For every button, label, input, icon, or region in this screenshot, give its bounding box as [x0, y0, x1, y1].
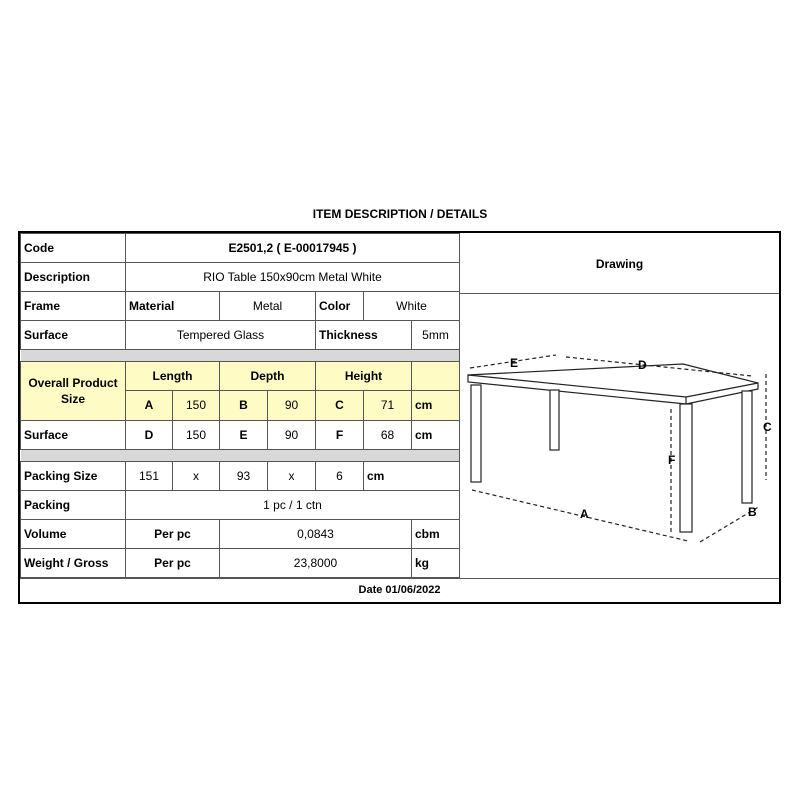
weight-per: Per pc	[126, 548, 220, 577]
page-title: ITEM DESCRIPTION / DETAILS	[312, 207, 488, 221]
volume-row	[21, 519, 460, 548]
dim-label-d: D	[638, 358, 647, 372]
overall-size-header-row	[21, 362, 460, 391]
description-label: Description	[21, 263, 126, 292]
description-row	[21, 263, 460, 292]
volume-value: 0,0843	[220, 519, 412, 548]
surface-size-row	[21, 420, 460, 449]
depth-header: Depth	[220, 362, 316, 391]
separator	[21, 449, 460, 461]
b-value: 90	[268, 391, 316, 420]
item-details-sheet	[18, 231, 781, 604]
volume-unit: cbm	[412, 519, 460, 548]
color-value: White	[364, 292, 460, 321]
description-value: RIO Table 150x90cm Metal White	[126, 263, 460, 292]
overall-size-label: Overall Product Size	[21, 362, 126, 420]
code-value: E2501,2 ( E-00017945 )	[126, 234, 460, 263]
drawing-panel	[459, 233, 779, 578]
table-drawing	[460, 294, 778, 576]
overall-unit: cm	[412, 391, 460, 420]
color-label: Color	[316, 292, 364, 321]
packing-size-row	[21, 461, 460, 490]
material-value: Metal	[220, 292, 316, 321]
packing-size-unit: cm	[364, 461, 460, 490]
a-letter: A	[126, 391, 173, 420]
surface-size-unit: cm	[412, 420, 460, 449]
tabletop-shape	[468, 364, 758, 404]
weight-unit: kg	[412, 548, 460, 577]
length-header: Length	[126, 362, 220, 391]
e-value: 90	[268, 420, 316, 449]
volume-label: Volume	[21, 519, 126, 548]
frame-label: Frame	[21, 292, 126, 321]
packing-width: 93	[220, 461, 268, 490]
leg-front-right	[680, 404, 692, 532]
weight-label: Weight / Gross	[21, 548, 126, 577]
height-header: Height	[316, 362, 412, 391]
dim-label-a: A	[580, 507, 589, 521]
packing-label: Packing	[21, 490, 126, 519]
weight-row	[21, 548, 460, 577]
leg-back-right	[742, 391, 752, 503]
dim-label-f: F	[668, 453, 676, 467]
e-letter: E	[220, 420, 268, 449]
weight-value: 23,8000	[220, 548, 412, 577]
c-value: 71	[364, 391, 412, 420]
code-label: Code	[21, 234, 126, 263]
drawing-title: Drawing	[460, 233, 779, 294]
d-letter: D	[126, 420, 173, 449]
f-value: 68	[364, 420, 412, 449]
separator	[21, 350, 460, 362]
surface-label: Surface	[21, 321, 126, 350]
packing-value: 1 pc / 1 ctn	[126, 490, 460, 519]
packing-height: 6	[316, 461, 364, 490]
details-table	[20, 233, 460, 578]
thickness-value: 5mm	[412, 321, 460, 350]
code-row	[21, 234, 460, 263]
leg-front-left	[471, 385, 481, 482]
dim-label-c: C	[763, 420, 772, 434]
surface-row	[21, 321, 460, 350]
thickness-label: Thickness	[316, 321, 412, 350]
packing-row	[21, 490, 460, 519]
packing-size-label: Packing Size	[21, 461, 126, 490]
c-letter: C	[316, 391, 364, 420]
volume-per: Per pc	[126, 519, 220, 548]
footer-date: Date 01/06/2022	[20, 578, 779, 602]
dim-label-e: E	[510, 356, 519, 370]
d-value: 150	[173, 420, 220, 449]
packing-x2: x	[268, 461, 316, 490]
a-value: 150	[173, 391, 220, 420]
surface-value: Tempered Glass	[126, 321, 316, 350]
leg-back-left	[550, 390, 559, 450]
material-label: Material	[126, 292, 220, 321]
surface-size-label: Surface	[21, 420, 126, 449]
f-letter: F	[316, 420, 364, 449]
packing-length: 151	[126, 461, 173, 490]
dim-label-b: B	[748, 505, 757, 519]
packing-x1: x	[173, 461, 220, 490]
frame-row	[21, 292, 460, 321]
b-letter: B	[220, 391, 268, 420]
